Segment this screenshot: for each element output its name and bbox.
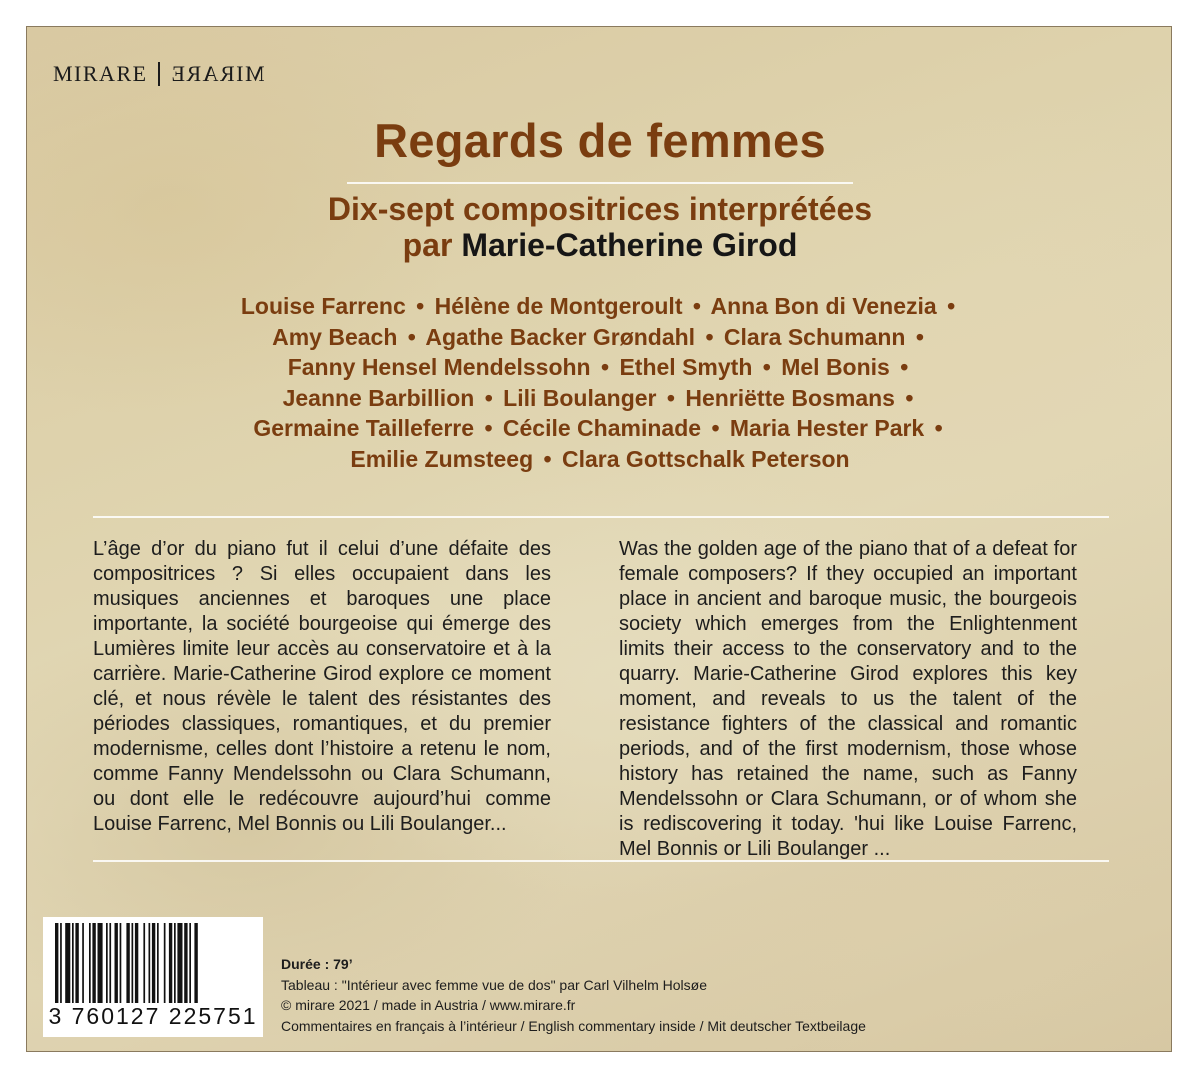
barcode-bar bbox=[72, 923, 74, 1003]
barcode-bar bbox=[65, 923, 70, 1003]
composer-separator: • bbox=[705, 323, 714, 350]
composer-name: Lili Boulanger bbox=[503, 384, 657, 411]
composer-separator: • bbox=[711, 415, 720, 441]
composer-separator: • bbox=[407, 323, 416, 350]
barcode-number: 3 760127 225751 bbox=[48, 1003, 258, 1029]
composer-separator: • bbox=[666, 384, 675, 411]
album-subtitle bbox=[27, 191, 1172, 263]
composer-name: Louise Farrenc bbox=[240, 293, 406, 319]
composer-separator: • bbox=[934, 415, 943, 441]
barcode-bar bbox=[60, 923, 62, 1003]
composer-separator: • bbox=[762, 354, 771, 380]
composer-name: Fanny Hensel Mendelssohn bbox=[287, 354, 591, 380]
barcode-bar bbox=[115, 923, 118, 1003]
composer-separator: • bbox=[900, 354, 909, 380]
composer-separator: • bbox=[601, 354, 610, 380]
composer-list bbox=[217, 291, 983, 474]
composer-name: Anna Bon di Venezia bbox=[710, 293, 937, 319]
album-title: Regards de femmes bbox=[374, 114, 826, 167]
duration-label: Durée bbox=[281, 956, 321, 972]
barcode-bar bbox=[164, 923, 166, 1003]
composer-name: Clara Gottschalk Peterson bbox=[562, 445, 850, 472]
title-divider bbox=[347, 182, 853, 184]
painting-line: Tableau : "Intérieur avec femme vue de dos" par Carl Vilhelm Holsøe bbox=[281, 976, 707, 993]
barcode-bar bbox=[132, 923, 134, 1003]
composer-separator: • bbox=[543, 445, 552, 472]
english-text: Was the golden age of the piano that of a defeat for female composers? If they occupied an important place in ancient and baroque music, the bourgeois society which emerges from the Enlightenment limits their access to the conservatory and to the quarry. Marie-Catherine Girod explores this key moment, and reveals to us the talent of the resistance fighters of the classical and romantic periods, and of the first modernism, those whose history has retained the name, such as Fanny Mendelssohn or Clara Schumann, or of whom she is rediscovering it today. 'hui like Louise Farrenc, Mel Bonnis or Lili Boulanger ... bbox=[619, 538, 1077, 860]
commentary-line: Commentaires en français à l’intérieur / English commentary inside / Mit deutscher Textbeilage bbox=[281, 1017, 866, 1034]
composer-name: Jeanne Barbillion bbox=[282, 384, 475, 411]
composer-separator: • bbox=[915, 323, 924, 350]
barcode-bar bbox=[152, 923, 155, 1003]
barcode-bar bbox=[149, 923, 151, 1003]
composer-name: Clara Schumann bbox=[723, 323, 906, 350]
barcode-bar bbox=[120, 923, 122, 1003]
subtitle-prefix: par bbox=[402, 227, 453, 263]
logo-divider bbox=[158, 62, 160, 86]
composer-name: Agathe Backer Grøndahl bbox=[425, 323, 696, 350]
subtitle-line-2 bbox=[27, 227, 1172, 263]
barcode-bar bbox=[194, 923, 197, 1003]
barcode-bar bbox=[169, 923, 172, 1003]
composer-separator: • bbox=[692, 293, 701, 319]
credits bbox=[281, 954, 866, 1036]
barcode-bar bbox=[174, 923, 176, 1003]
composer-name: Amy Beach bbox=[272, 323, 398, 350]
french-text: L’âge d’or du piano fut il celui d’une défaite des compositrices ? Si elles occupaient dans les musiques anciennes et baroques une place importante, la société bourgeoise qui émerge des Lumières limite leur accès au conservatoire et à la carrière. Marie-Catherine Girod explore ce moment clé, et nous révèle le talent des résistantes des périodes classiques, romantiques, et du premier modernisme, celles dont l’histoire a retenu le nom, comme Fanny Mendelssohn ou Clara Schumann, ou dont elle le redécouvre aujourd’hui comme Louise Farrenc, Mel Bonnis ou Lili Boulanger... bbox=[93, 538, 551, 835]
composer-name: Germaine Tailleferre bbox=[253, 415, 475, 441]
composer-name: Hélène de Montgeroult bbox=[434, 293, 683, 319]
logo-text: MIRARE bbox=[53, 61, 148, 86]
barcode-bar bbox=[157, 923, 159, 1003]
upper-divider bbox=[93, 516, 1109, 518]
lower-divider bbox=[93, 860, 1109, 862]
barcode-bars bbox=[53, 923, 253, 1003]
barcode-bar bbox=[189, 923, 191, 1003]
composer-name: Emilie Zumsteeg bbox=[350, 445, 534, 472]
barcode-bar bbox=[92, 923, 95, 1003]
composer-name: Cécile Chaminade bbox=[502, 415, 702, 441]
composer-separator: • bbox=[947, 293, 956, 319]
cd-back-cover bbox=[26, 26, 1172, 1052]
composer-separator: • bbox=[484, 415, 493, 441]
logo-mirrored-text: MIRARE bbox=[169, 61, 265, 86]
copyright-line: © mirare 2021 / made in Austria / www.mirare.fr bbox=[281, 997, 576, 1013]
barcode-bar bbox=[126, 923, 129, 1003]
barcode-bar bbox=[75, 923, 78, 1003]
mirare-logo bbox=[53, 61, 264, 87]
performer-name: Marie-Catherine Girod bbox=[461, 227, 798, 263]
composer-name: Mel Bonis bbox=[781, 354, 890, 380]
duration-value: 79’ bbox=[333, 956, 353, 972]
composer-separator: • bbox=[905, 384, 914, 411]
barcode-bar bbox=[177, 923, 182, 1003]
barcode-bar bbox=[55, 923, 58, 1003]
composer-name: Henriëtte Bosmans bbox=[685, 384, 895, 411]
barcode-bar bbox=[109, 923, 111, 1003]
subtitle-line-1: Dix-sept compositrices interprétées bbox=[327, 191, 873, 227]
barcode bbox=[43, 917, 263, 1037]
duration-line: Durée : 79’ bbox=[281, 956, 353, 972]
composer-name: Maria Hester Park bbox=[729, 415, 925, 441]
barcode-bar bbox=[184, 923, 187, 1003]
barcode-bar bbox=[98, 923, 103, 1003]
painting-value: "Intérieur avec femme vue de dos" par Carl Vilhelm Holsøe bbox=[341, 976, 707, 993]
composer-separator: • bbox=[416, 293, 425, 319]
barcode-bar bbox=[82, 923, 84, 1003]
composer-name: Ethel Smyth bbox=[619, 354, 753, 380]
barcode-bar bbox=[89, 923, 91, 1003]
barcode-bar bbox=[106, 923, 108, 1003]
barcode-bar bbox=[135, 923, 138, 1003]
barcode-bar bbox=[143, 923, 145, 1003]
composer-separator: • bbox=[484, 384, 493, 411]
painting-label: Tableau bbox=[281, 976, 331, 993]
